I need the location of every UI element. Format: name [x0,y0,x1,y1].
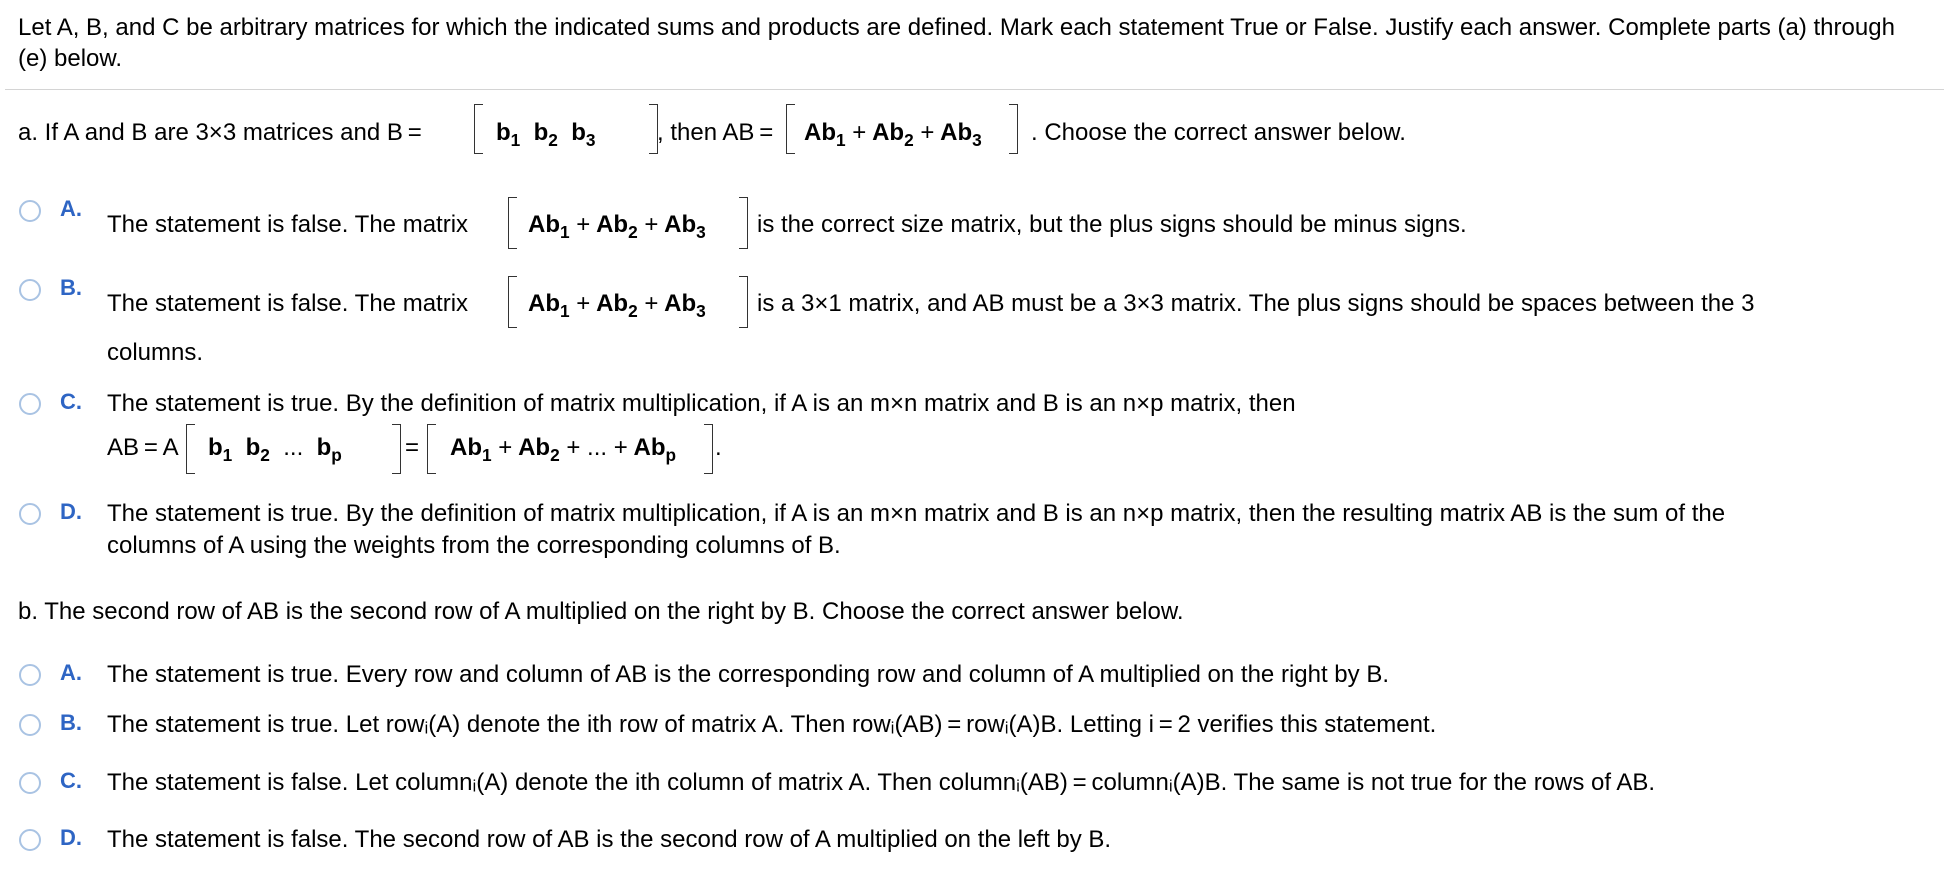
option-letter: D. [60,825,82,850]
option-letter: B. [60,710,82,735]
option-letter: D. [60,499,82,524]
option-c-text: The statement is false. Let columnᵢ(A) denote the ith column of matrix A. Then columnᵢ(AB) = columnᵢ(A)B. The same is not true for the rows of AB. [107,769,1656,796]
matrix-bracket-left [508,276,517,328]
option-d-text-cont: columns of A using the weights from the corresponding columns of B. [107,532,841,559]
option-a-text-end: is the correct size matrix, but the plus signs should be minus signs. [757,211,1467,238]
matrix-b-columns: $b_1$ $b_2$ $b_3$ [496,119,596,151]
option-b-text-end: is a 3×1 matrix, and AB must be a 3×3 matrix. The plus signs should be spaces between the 3 [757,290,1755,317]
option-letter: A. [60,196,82,221]
option-a-text-start: The statement is false. The matrix [107,211,469,238]
matrix-b-columns: $b_1$ $b_2$ ... $b_p$ [208,434,342,466]
matrix-bracket-left [786,104,795,154]
radio-a-option-a[interactable] [19,200,41,222]
option-letter: C. [60,768,82,793]
option-letter: C. [60,389,82,414]
matrix-bracket-left [427,424,436,474]
matrix-bracket-right [1009,104,1018,154]
part-a-question-mid: , then AB = [657,119,774,146]
matrix-bracket-right [704,424,713,474]
matrix-ab-sum: $Ab_1 + Ab_2 + Ab_3$ [804,119,982,151]
option-c-equation-start: AB = A [107,434,179,461]
matrix-bracket-left [474,104,483,154]
radio-a-option-c[interactable] [19,393,41,415]
option-d-text: The statement is false. The second row of AB is the second row of A multiplied on the left by B. [107,826,1112,853]
option-b-text: The statement is true. Let rowᵢ(A) denote the ith row of matrix A. Then rowᵢ(AB) = rowᵢ(A)B. Letting i = 2 verifies this statement. [107,711,1437,738]
matrix-bracket-right [739,197,748,249]
radio-a-option-d[interactable] [19,503,41,525]
option-b-text-start: The statement is false. The matrix [107,290,469,317]
part-a-question-start: a. If A and B are 3×3 matrices and B = [18,119,422,146]
divider [5,89,1944,90]
radio-b-option-c[interactable] [19,772,41,794]
matrix-ab-sum: $Ab_1 + Ab_2 + Ab_3$ [528,290,706,322]
matrix-ab-sum: $Ab_1 + Ab_2 + Ab_3$ [528,211,706,243]
matrix-bracket-left [508,197,517,249]
option-c-equals: = [405,434,420,461]
part-b-question: b. The second row of AB is the second row of A multiplied on the right by B. Choose the correct answer below. [18,598,1184,625]
instructions: Let A, B, and C be arbitrary matrices for which the indicated sums and products are defined. Mark each statement True or False. Justify each answer. Complete parts (a) through (e) below. [18,14,1895,72]
radio-b-option-b[interactable] [19,714,41,736]
option-a-text: The statement is true. Every row and column of AB is the corresponding row and column of A multiplied on the right by B. [107,661,1389,688]
option-b-text-cont: columns. [107,339,204,366]
matrix-ab-sum: $Ab_1 + Ab_2$ + ... + $Ab_p$ [450,434,677,466]
option-letter: A. [60,660,82,685]
option-c-text: The statement is true. By the definition of matrix multiplication, if A is an m×n matrix and B is an n×p matrix, then [107,390,1296,417]
radio-b-option-a[interactable] [19,664,41,686]
matrix-bracket-left [186,424,195,474]
option-letter: B. [60,275,82,300]
matrix-bracket-right [392,424,401,474]
matrix-bracket-right [739,276,748,328]
radio-b-option-d[interactable] [19,829,41,851]
option-d-text: The statement is true. By the definition of matrix multiplication, if A is an m×n matrix and B is an n×p matrix, then the resulting matrix AB is the sum of the [107,500,1726,527]
radio-a-option-b[interactable] [19,279,41,301]
option-c-period: . [715,434,722,461]
part-a-question-end: . Choose the correct answer below. [1031,119,1406,146]
part-a-question [18,118,422,148]
